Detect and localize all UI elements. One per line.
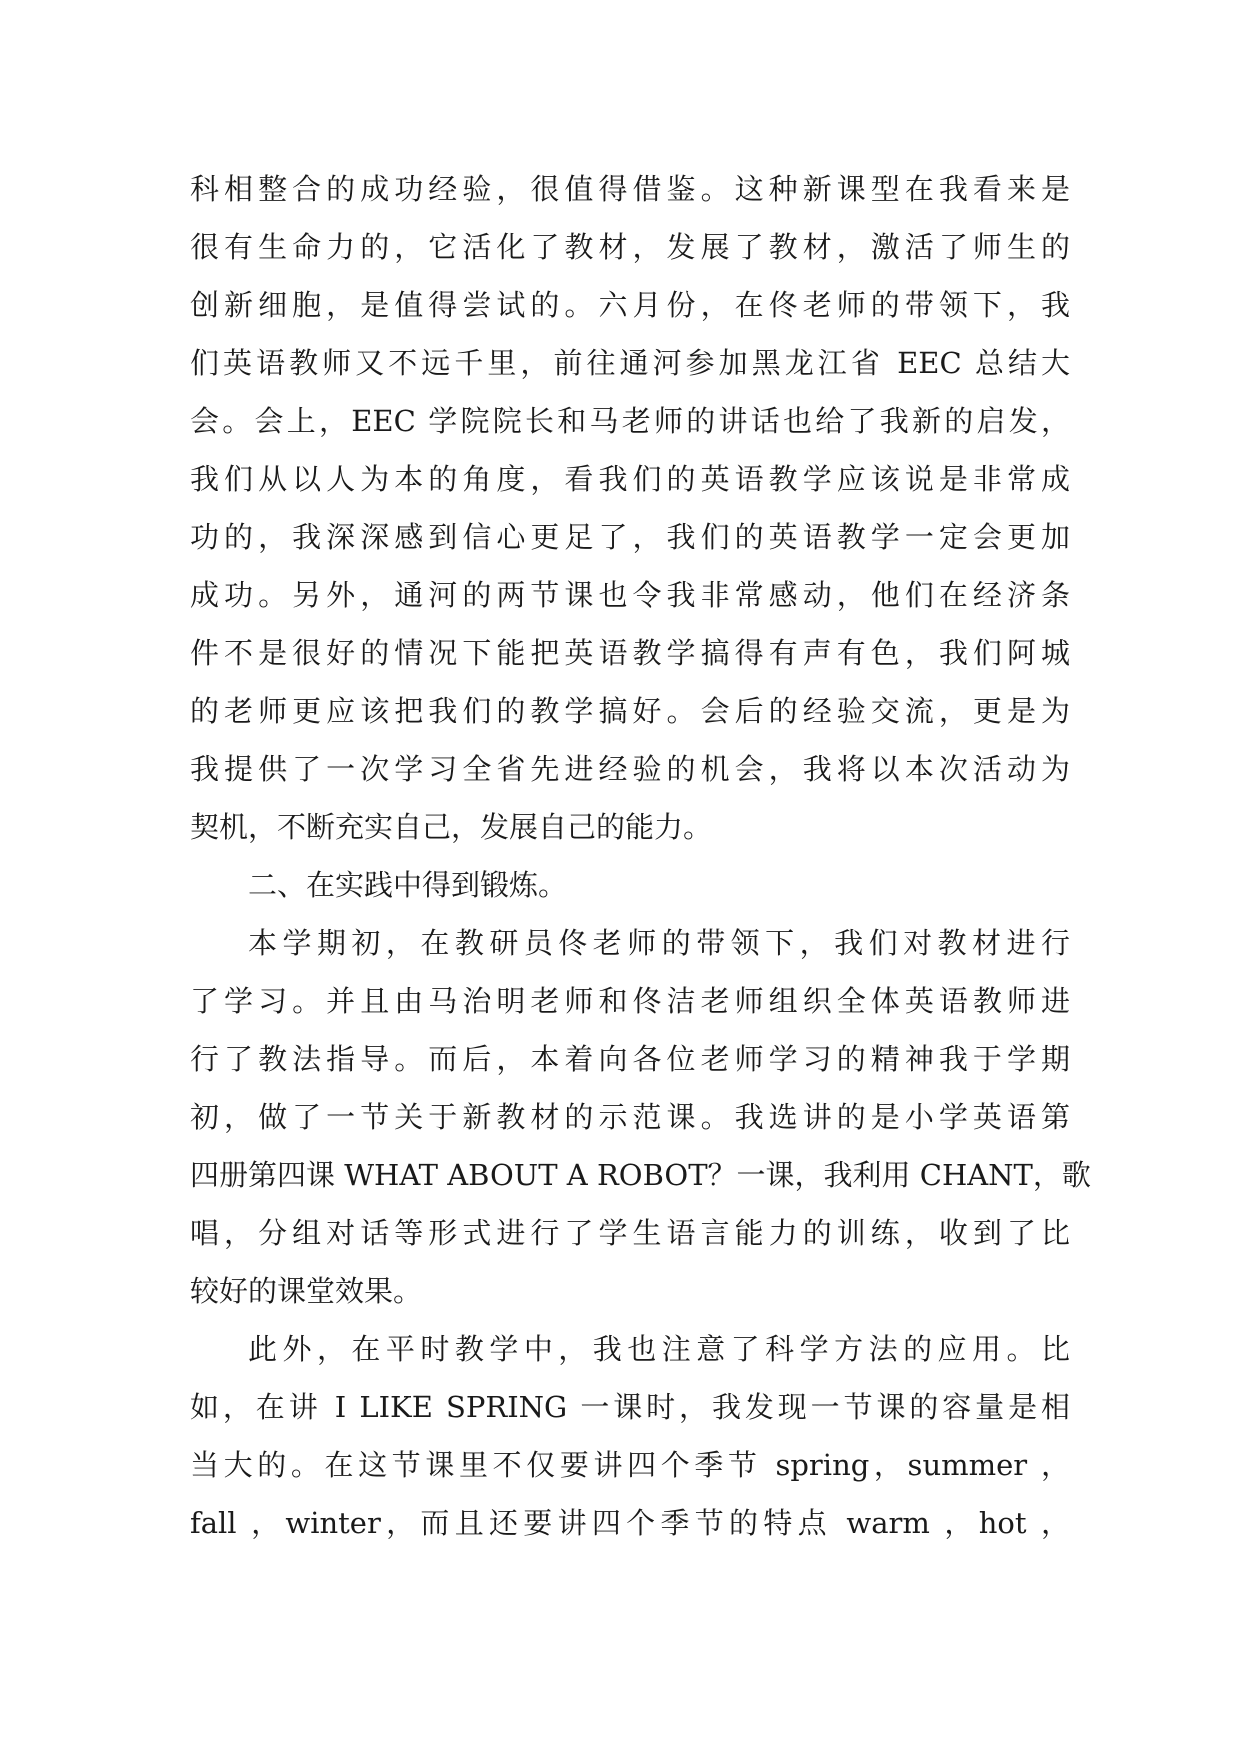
text-line: 创新细胞，是值得尝试的。六月份，在佟老师的带领下，我 — [190, 288, 1070, 322]
text-line: 的老师更应该把我们的教学搞好。会后的经验交流，更是为 — [190, 694, 1070, 728]
text-line: 契机，不断充实自己，发展自己的能力。 — [190, 810, 713, 844]
text-line: 们英语教师又不远千里，前往通河参加黑龙江省 EEC 总结大 — [190, 346, 1070, 380]
text-line: 我们从以人为本的角度，看我们的英语教学应该说是非常成 — [190, 462, 1070, 496]
body-text — [190, 160, 1091, 1552]
text-line: 行了教法指导。而后，本着向各位老师学习的精神我于学期 — [190, 1042, 1070, 1076]
text-line: 如，在讲 I LIKE SPRING 一课时，我发现一节课的容量是相 — [190, 1390, 1070, 1424]
text-line: 本学期初，在教研员佟老师的带领下，我们对教材进行 — [248, 926, 1070, 960]
text-line: 了学习。并且由马治明老师和佟洁老师组织全体英语教师进 — [190, 984, 1070, 1018]
text-line: 四册第四课 WHAT ABOUT A ROBOT？一课，我利用 CHANT，歌 — [190, 1158, 1091, 1192]
text-line: 我提供了一次学习全省先进经验的机会，我将以本次活动为 — [190, 752, 1070, 786]
text-line: 成功。另外，通河的两节课也令我非常感动，他们在经济条 — [190, 578, 1070, 612]
text-line: 会。会上，EEC 学院院长和马老师的讲话也给了我新的启发， — [190, 404, 1070, 438]
text-line: 此外，在平时教学中，我也注意了科学方法的应用。比 — [248, 1332, 1070, 1366]
text-line: 很有生命力的，它活化了教材，发展了教材，激活了师生的 — [190, 230, 1070, 264]
text-line: 二、在实践中得到锻炼。 — [248, 868, 568, 902]
text-line: 科相整合的成功经验，很值得借鉴。这种新课型在我看来是 — [190, 172, 1070, 206]
text-line: 功的，我深深感到信心更足了，我们的英语教学一定会更加 — [190, 520, 1070, 554]
text-line: fall ，winter，而且还要讲四个季节的特点 warm ，hot ， — [190, 1506, 1070, 1540]
text-line: 较好的课堂效果。 — [190, 1274, 423, 1308]
text-line: 件不是很好的情况下能把英语教学搞得有声有色，我们阿城 — [190, 636, 1070, 670]
text-line: 初，做了一节关于新教材的示范课。我选讲的是小学英语第 — [190, 1100, 1070, 1134]
text-line: 当大的。在这节课里不仅要讲四个季节 spring，summer ， — [190, 1448, 1070, 1482]
text-line: 唱，分组对话等形式进行了学生语言能力的训练，收到了比 — [190, 1216, 1070, 1250]
